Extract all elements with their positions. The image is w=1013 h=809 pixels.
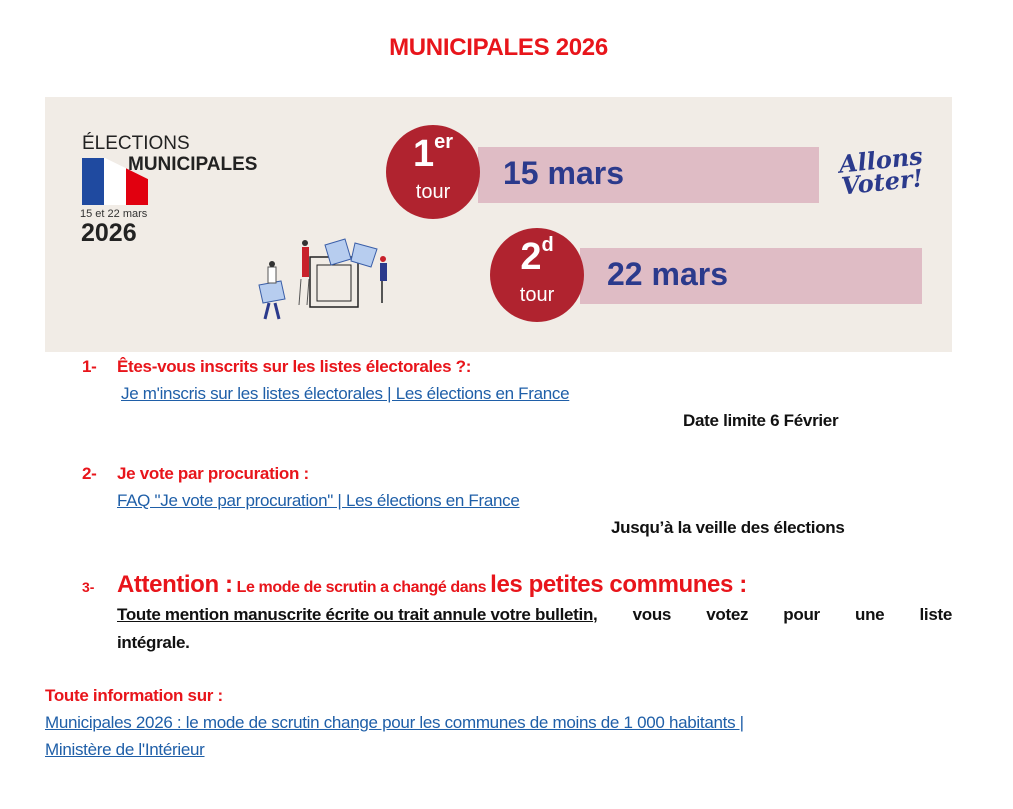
item3-heading	[117, 571, 747, 599]
round2-number: 2	[520, 236, 542, 278]
page-title: MUNICIPALES 2026	[389, 34, 608, 61]
logo-year: 2026	[81, 219, 137, 247]
footer-link-line2[interactable]: Ministère de l'Intérieur	[45, 740, 205, 759]
round1-tour: tour	[415, 181, 451, 203]
round1-number: 1	[412, 133, 435, 175]
round1-badge	[386, 125, 480, 219]
item2-link[interactable]: FAQ "Je vote par procuration" | Les élections en France	[117, 491, 520, 510]
round2-tour: tour	[519, 284, 555, 306]
item2-number: 2-	[82, 464, 97, 483]
footer-label: Toute information sur :	[45, 686, 223, 705]
item3-body-line1	[117, 605, 952, 625]
item3-body-rest: , vous votez pour une liste	[593, 605, 952, 624]
round1-bar	[478, 147, 819, 203]
item1-heading: Êtes-vous inscrits sur les listes électorales ?:	[117, 357, 472, 376]
round2-date: 22 mars	[607, 256, 728, 292]
round2-bar	[580, 248, 922, 304]
slogan: Allons Voter!	[837, 141, 925, 201]
item3-body-underlined: Toute mention manuscrite écrite ou trait annule votre bulletin	[117, 605, 594, 624]
item3-number: 3-	[82, 579, 95, 595]
item3-body-line2: intégrale.	[117, 633, 190, 652]
logo-elections: ÉLECTIONS	[82, 133, 190, 154]
round2-badge	[490, 228, 584, 322]
item2-deadline: Jusqu’à la veille des élections	[611, 518, 845, 537]
round1-suffix: er	[434, 131, 454, 153]
item1-link[interactable]: Je m'inscris sur les listes électorales | Les élections en France	[121, 384, 570, 403]
item3-attention: Attention :	[117, 571, 233, 598]
item2-heading: Je vote par procuration :	[117, 464, 309, 483]
item1-deadline: Date limite 6 Février	[683, 411, 839, 430]
round2-suffix: d	[541, 234, 554, 256]
item1-number: 1-	[82, 357, 97, 376]
ballot-illustration	[255, 235, 395, 323]
logo-dates: 15 et 22 mars	[80, 208, 148, 220]
elections-banner	[45, 97, 952, 352]
logo-municipales: MUNICIPALES	[128, 154, 258, 175]
round1-date: 15 mars	[503, 155, 624, 191]
item3-heading-text: Le mode de scrutin a changé dans	[232, 579, 491, 596]
item3-heading-emphasis: les petites communes :	[490, 571, 747, 598]
footer-link-line1[interactable]: Municipales 2026 : le mode de scrutin change pour les communes de moins de 1 000 habitants |	[45, 713, 744, 732]
